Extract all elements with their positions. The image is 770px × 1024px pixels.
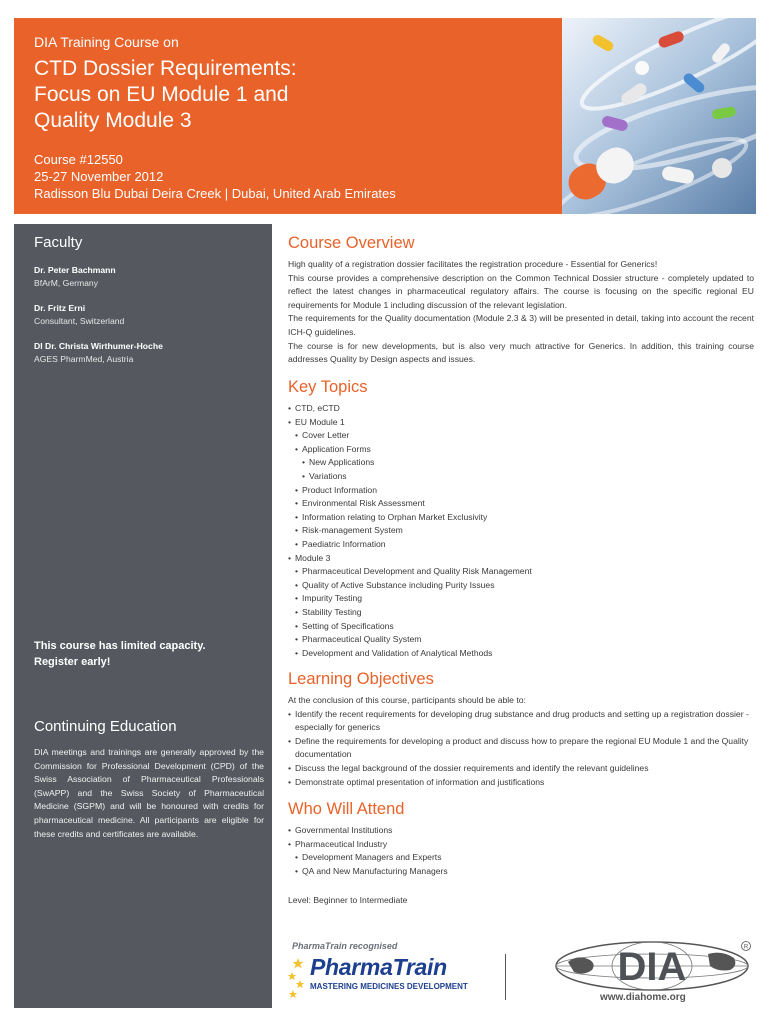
list-item: • Module 3 [288,552,754,566]
register-early-line: Register early! [34,656,111,668]
list-item: • Information relating to Orphan Market Exclusivity [295,511,754,525]
overview-paragraph: The requirements for the Quality documentation (Module 2.3 & 3) will be presented in detail, taking into account the recent ICH-Q guidelines. [288,313,754,337]
stars-icon [286,954,310,1004]
overview-paragraph: High quality of a registration dossier facilitates the registration procedure - Essential for Generics! [288,259,658,269]
course-title-line: Focus on EU Module 1 and [34,83,289,106]
course-level: Level: Beginner to Intermediate [288,895,408,905]
continuing-education-text: DIA meetings and trainings are generally approved by the Commission for Professional Development (CPD) of the Swiss Association of Pharmaceutical Professionals (SwAPP) and the Swiss Society of Pharmaceutical Medicine (SGPM) and will be honoured with credits for pharmaceutical medicine. All participants are eligible for these credits and certificates are available. [34,747,264,839]
list-item: • Identify the recent requirements for developing drug substance and drug products and setting up a registration dossier - especially for generics [288,708,754,735]
course-overview-section [288,232,754,367]
header-banner [14,18,562,214]
faculty-member [34,264,264,290]
course-dates: 25-27 November 2012 [34,169,164,184]
list-item: • Application Forms [295,443,754,457]
continuing-education-heading: Continuing Education [34,718,177,735]
list-item: • Setting of Specifications [295,620,754,634]
learning-objectives-heading: Learning Objectives [288,670,434,688]
faculty-name: DI Dr. Christa Wirthumer-Hoche [34,341,163,351]
dia-globe-logo [548,940,754,996]
list-item: • Quality of Active Substance including Purity Issues [295,579,754,593]
faculty-list [34,264,264,378]
course-overview-heading: Course Overview [288,234,415,252]
list-item: • Risk-management System [295,524,754,538]
sidebar [14,224,272,1008]
overview-paragraph: The course is for new developments, but is also very much attractive for Generics. In addition, this training course addresses Quality by Design aspects and issues. [288,340,754,365]
course-title-line: CTD Dossier Requirements: [34,57,297,80]
faculty-affiliation: Consultant, Switzerland [34,316,125,326]
list-item: • Impurity Testing [295,592,754,606]
limited-capacity-note [34,638,206,670]
course-venue: Radisson Blu Dubai Deira Creek | Dubai, United Arab Emirates [34,186,396,201]
who-will-attend-heading: Who Will Attend [288,800,405,818]
list-item: • CTD, eCTD [288,402,754,416]
list-item: • Cover Letter [295,429,754,443]
overview-paragraph: This course provides a comprehensive description on the Common Technical Dossier structure - completely updated to reflect the latest changes in pharmaceutical regulatory affairs. The course is focusing on the specific regional EU requirements for Module 1 including discussion of the relevant legislation. [288,272,754,310]
list-item: • Pharmaceutical Industry [288,838,754,852]
footer-divider [505,954,506,1000]
list-item: • Product Information [295,484,754,498]
key-topics-section [288,376,754,660]
limited-capacity-line: This course has limited capacity. [34,640,206,652]
objectives-intro: At the conclusion of this course, participants should be able to: [288,695,526,705]
training-course-label: DIA Training Course on [34,34,179,50]
faculty-name: Dr. Peter Bachmann [34,265,116,275]
dia-logo [548,940,754,996]
list-item: • Stability Testing [295,606,754,620]
list-item: • Pharmaceutical Development and Quality Risk Management [295,565,754,579]
list-item: • Development and Validation of Analytical Methods [295,647,754,661]
faculty-affiliation: BfArM, Germany [34,278,98,288]
learning-objectives-section [288,668,754,789]
course-meta [34,151,396,202]
faculty-affiliation: AGES PharmMed, Austria [34,354,134,364]
faculty-heading: Faculty [34,234,83,251]
list-item: • Variations [302,470,754,484]
list-item: • Paediatric Information [295,538,754,552]
faculty-member [34,340,264,366]
dia-website-url: www.diahome.org [600,992,686,1003]
pharmatrain-wordmark: PharmaTrain [310,954,447,980]
pills-photo [562,18,756,214]
list-item: • QA and New Manufacturing Managers [295,865,754,879]
list-item: • Define the requirements for developing a product and discuss how to prepare the regional EU Module 1 and the Quality documentation [288,735,754,762]
svg-text:R: R [743,944,749,951]
course-title-line: Quality Module 3 [34,109,192,132]
course-number: Course #12550 [34,152,123,167]
pharmatrain-recognised-label: PharmaTrain recognised [292,941,398,951]
list-item: • Governmental Institutions [288,824,754,838]
faculty-name: Dr. Fritz Erni [34,303,86,313]
pharmatrain-logo [286,954,476,1004]
list-item: • Environmental Risk Assessment [295,497,754,511]
list-item: • Development Managers and Experts [295,851,754,865]
dia-wordmark: DIA [617,945,687,989]
key-topics-list [288,402,754,660]
objectives-list [288,708,754,790]
who-will-attend-section [288,798,754,878]
list-item: • Pharmaceutical Quality System [295,633,754,647]
list-item: • Demonstrate optimal presentation of information and justifications [288,776,754,790]
list-item: • EU Module 1 [288,416,754,430]
key-topics-heading: Key Topics [288,378,368,396]
list-item: • Discuss the legal background of the dossier requirements and identify the relevant guidelines [288,762,754,776]
attendees-list [288,824,754,878]
pharmatrain-tagline: MASTERING MEDICINES DEVELOPMENT [310,982,468,991]
pills-illustration [562,18,756,214]
course-title [34,56,554,134]
list-item: • New Applications [302,456,754,470]
faculty-member [34,302,264,328]
